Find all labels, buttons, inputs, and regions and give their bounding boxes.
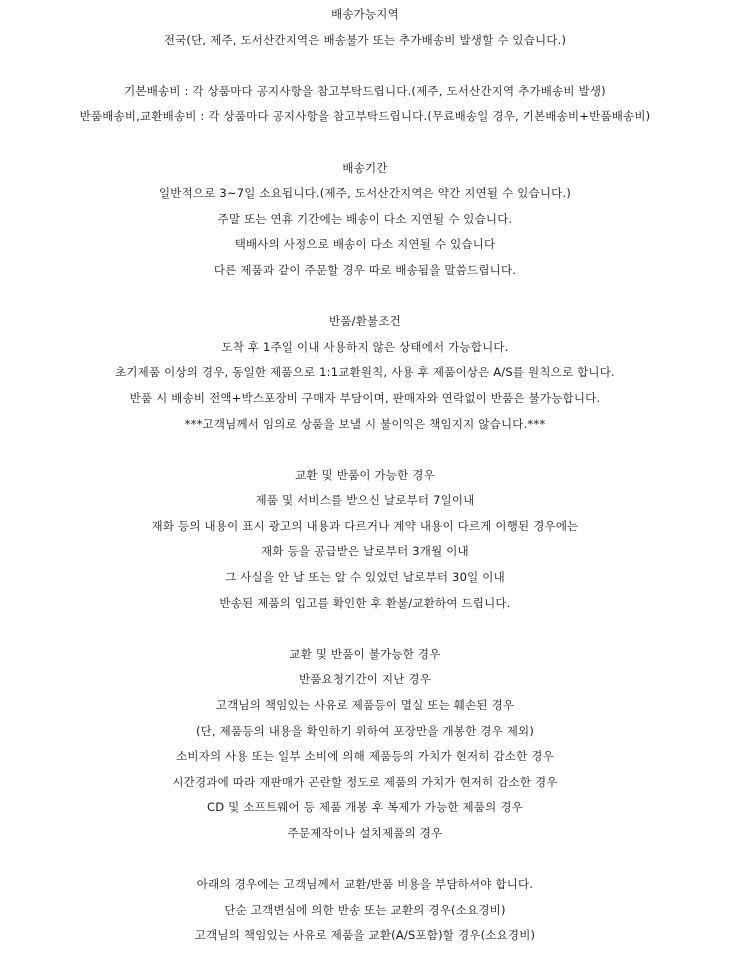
spacer	[0, 284, 730, 310]
spacer	[0, 616, 730, 642]
section-heading-delivery-area: 배송가능지역	[331, 7, 399, 21]
text-line: 반송된 제품의 입고를 확인한 후 환불/교환하여 드립니다.	[219, 595, 511, 610]
text-line: CD 및 소프트웨어 등 제품 개봉 후 복제가 가능한 제품의 경우	[207, 800, 523, 815]
text-line: 반품배송비,교환배송비 : 각 상품마다 공지사항을 참고부탁드립니다.(무료배송일 경우, 기본배송비+반품배송비)	[79, 109, 651, 124]
text-line: 재화 등의 내용이 표시 광고의 내용과 다르거나 계약 내용이 다르게 이행된 경우에는	[151, 518, 579, 533]
text-line: 도착 후 1주일 이내 사용하지 않은 상태에서 가능합니다.	[221, 339, 509, 354]
text-line: 그 사실을 안 날 또는 알 수 있었던 날로부터 30일 이내	[225, 570, 505, 585]
spacer	[0, 130, 730, 156]
text-line: 시간경과에 따라 재판매가 곤란할 정도로 제품의 가치가 현저히 감소한 경우	[172, 774, 558, 789]
text-line: 고객님의 책임있는 사유로 제품을 교환(A/S포함)할 경우(소요경비)	[194, 928, 536, 943]
text-line: 일반적으로 3~7일 소요됩니다.(제주, 도서산간지역은 약간 지연될 수 있습니다.)	[158, 186, 572, 201]
spacer	[0, 437, 730, 463]
text-line: 초기제품 이상의 경우, 동일한 제품으로 1:1교환원칙, 사용 후 제품이상은 A/S를 원칙으로 합니다.	[115, 365, 615, 380]
text-line: 고객님의 책임있는 사유로 제품등이 멸실 또는 훼손된 경우	[215, 698, 515, 713]
text-line: 제품 및 서비스를 받으신 날로부터 7일이내	[255, 493, 475, 508]
section-heading-return-refund: 반품/환불조건	[329, 314, 401, 329]
text-line: ***고객님께서 임의로 상품을 보낼 시 불이익은 책임지지 않습니다.***	[184, 416, 546, 431]
text-line: 주문제작이나 설치제품의 경우	[287, 826, 443, 840]
text-line: (단, 제품등의 내용을 확인하기 위하여 포장만을 개봉한 경우 제외)	[195, 723, 535, 738]
spacer	[0, 847, 730, 873]
text-line: 재화 등을 공급받은 날로부터 3개월 이내	[261, 544, 469, 559]
shipping-policy-document	[0, 2, 730, 949]
text-line: 전국(단, 제주, 도서산간지역은 배송불가 또는 추가배송비 발생할 수 있습니다.)	[163, 32, 567, 47]
section-heading-customer-cost: 아래의 경우에는 고객님께서 교환/반품 비용을 부담하셔야 합니다.	[196, 877, 534, 892]
text-line: 기본배송비 : 각 상품마다 공지사항을 참고부탁드립니다.(제주, 도서산간지역 추가배송비 발생)	[124, 83, 606, 98]
section-heading-delivery-period: 배송기간	[342, 160, 388, 175]
text-line: 주말 또는 연휴 기간에는 배송이 다소 지연될 수 있습니다.	[217, 211, 513, 226]
section-heading-exchange-possible: 교환 및 반품이 가능한 경우	[295, 467, 435, 482]
text-line: 반품 시 배송비 전액+박스포장비 구매자 부담이며, 판매자와 연락없이 반품은 불가능합니다.	[129, 390, 601, 405]
text-line: 소비자의 사용 또는 일부 소비에 의해 제품등의 가치가 현저히 감소한 경우	[176, 749, 554, 764]
text-line: 반품요청기간이 지난 경우	[298, 672, 432, 687]
text-line: 택배사의 사정으로 배송이 다소 지연될 수 있습니다	[234, 237, 496, 252]
spacer	[0, 53, 730, 79]
text-line: 다른 제품과 같이 주문할 경우 따로 배송됨을 말씀드립니다.	[213, 262, 517, 277]
text-line: 단순 고객변심에 의한 반송 또는 교환의 경우(소요경비)	[224, 902, 506, 917]
section-heading-exchange-impossible: 교환 및 반품이 불가능한 경우	[289, 646, 441, 661]
